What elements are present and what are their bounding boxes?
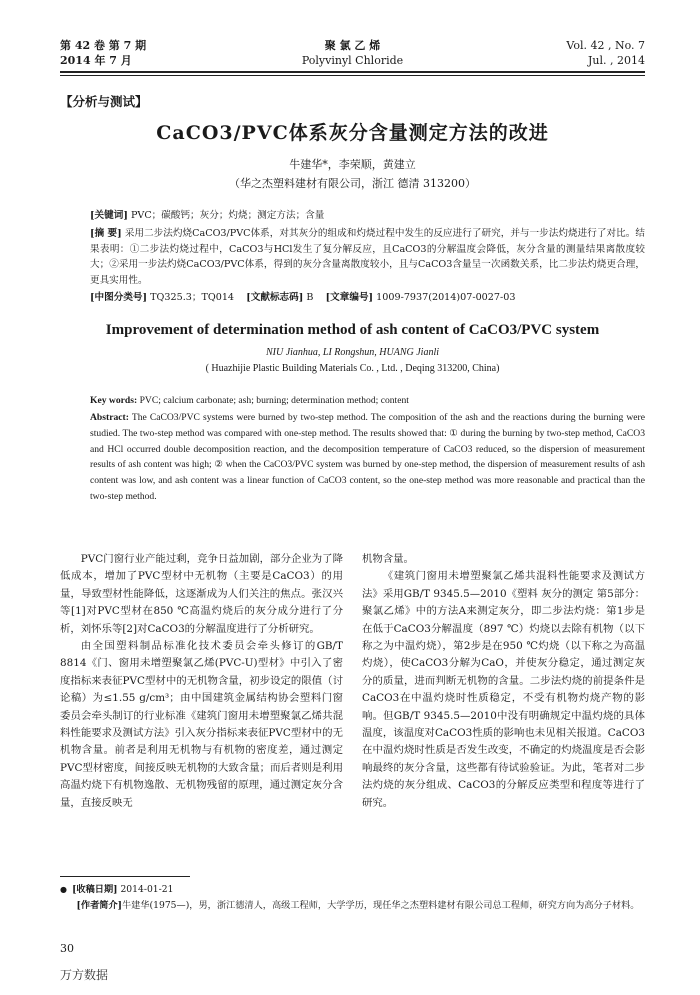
abstract-cn-label: [摘 要]	[90, 228, 122, 239]
classification-cn	[90, 290, 645, 306]
header-rule-thin	[60, 75, 645, 76]
abstract-en-label: Abstract:	[90, 412, 129, 423]
watermark: 万方数据	[60, 968, 109, 982]
article-no-label: [文章编号]	[325, 292, 374, 303]
section-label: 【分析与测试】	[60, 94, 148, 109]
body-column-left	[60, 551, 343, 812]
article-no-value: 1009-7937(2014)07-0027-03	[376, 292, 516, 303]
body-paragraph: 由全国塑料制品标准化技术委员会牵头修订的GB/T 8814《门、窗用未增塑聚氯乙烯(PVC-U)型材》中引入了密度指标来表征PVC型材中的无机物含量，初步设定的限值（讨论稿）为≤1.55 g/cm³；由中国建筑金属结构协会塑料门窗委员会牵头制订的行业标准《建筑门窗用未增塑聚氯乙烯共混料性能要求及测试方法》引入灰分指标来表征PVC型材中的无机物含量。前者是利用无机物与有机物的密度差，通过测定PVC型材密度，间接反映无机物的大致含量；而后者则是利用高温灼烧下有机物逸散、无机物残留的原理，通过测定灰分含量，直接反映无	[60, 640, 343, 809]
body-paragraph: PVC门窗行业产能过剩，竞争日益加剧，部分企业为了降低成本，增加了PVC型材中无机物（主要是CaCO3）的用量，导致型材性能降低，这逐渐成为人们关注的焦点。张汉兴等[1]对PVC型材在850 ℃高温灼烧后的灰分成分进行了分析，刘怀乐等[2]对CaCO3的分解温度进行了分析研究。	[60, 553, 343, 635]
keywords-en-text: PVC; calcium carbonate; ash; burning; determination method; content	[139, 395, 409, 406]
abstract-en-text: The CaCO3/PVC systems were burned by two-step method. The composition of the ash and the reactions during the burning were studied. The two-step method was compared with one-step method. The results showed that: ① during the burning by two-step method, CaCO3 and HCl occurred double decomposition reaction, and the decomposition temperature of CaCO3 reduced, so the dispersion of measurement results of ash content was high; ② when the CaCO3/PVC system was burned by one-step method, the dispersion of measurement results of ash content was low, and ash content was a linear function of CaCO3 content, so the one-step method was more reasonable and practical than the two-step method.	[90, 412, 645, 502]
affiliation-en: ( Huazhijie Plastic Building Materials Co. , Ltd. , Deqing 313200, China)	[205, 363, 500, 374]
doc-code-label: [文献标志码]	[246, 292, 304, 303]
article-title-en: Improvement of determination method of ash content of CaCO3/PVC system	[105, 322, 600, 338]
abstract-cn-text: 采用二步法灼烧CaCO3/PVC体系，对其灰分的组成和灼烧过程中发生的反应进行了研究，并与一步法灼烧进行了对比。结果表明：①二步法灼烧过程中，CaCO3与HCl发生了复分解反应，且CaCO3的分解温度会降低，灰分含量的测量结果离散度较大；②采用一步法灼烧CaCO3/PVC体系，得到的灰分含量离散度较小，且与CaCO3含量呈一次函数关系，比二步法灼烧更合理，更具实用性。	[90, 228, 645, 286]
body-paragraph: 《建筑门窗用未增塑聚氯乙烯共混料性能要求及测试方法》采用GB/T 9345.5—2010《塑料 灰分的测定 第5部分：聚氯乙烯》中的方法A来测定灰分，即二步法灼烧：第1步是在低于CaCO3分解温度（897 ℃）灼烧以去除有机物（以下称之为中温灼烧），第2步是在950 ℃灼烧（以下称之为高温灼烧），使CaCO3分解为CaO，并使灰分稳定，通过测定灰分的质量，进而判断无机物的含量。二步法灼烧的前提条件是CaCO3在中温灼烧时性质稳定，不受有机物灼烧产物的影响。但GB/T 9345.5—2010中没有明确规定中温灼烧的具体温度，该温度对CaCO3性质的影响也未见相关报道。CaCO3在中温灼烧时性质是否发生改变，不确定的灼烧温度是否会影响最终的灰分含量，这些都有待试验验证。为此，笔者对二步法灼烧的灰分组成、CaCO3的分解反应类型和程度等进行了研究。	[362, 570, 645, 809]
keywords-cn-label: [关键词]	[90, 210, 128, 221]
clc-label: [中图分类号]	[90, 292, 148, 303]
page-number: 30	[60, 942, 74, 955]
author-bio-text: 牛建华(1975—)，男，浙江德清人，高级工程师，大学学历，现任华之杰塑料建材有限公司总工程师，研究方向为高分子材料。	[122, 900, 640, 911]
keywords-en-label: Key words:	[90, 395, 138, 406]
authors-cn: 牛建华*，李荣顺，黄建立	[289, 158, 416, 171]
doc-code-value: B	[306, 292, 314, 303]
keywords-cn-text: PVC；碳酸钙；灰分；灼烧；测定方法；含量	[130, 210, 325, 221]
abstract-cn	[90, 226, 645, 288]
keywords-en	[90, 393, 645, 409]
header-rule	[60, 71, 645, 73]
body-column-right	[362, 551, 645, 812]
body-paragraph: 机物含量。	[362, 553, 414, 565]
journal-volume-issue: 第 42 卷 第 7 期 2014 年 7 月	[60, 39, 147, 67]
author-bio-label: [作者简介]	[76, 900, 122, 911]
journal-name: 聚 氯 乙 烯 Polyvinyl Chloride	[301, 39, 404, 67]
footnote	[60, 882, 645, 914]
abstract-en	[90, 410, 645, 505]
journal-vol-date-en: Vol. 42 , No. 7 Jul. , 2014	[566, 39, 645, 67]
footnote-rule	[60, 876, 190, 877]
received-date: ● [收稿日期] 2014-01-21	[60, 884, 174, 895]
received-label: [收稿日期]	[72, 884, 118, 895]
author-bio	[60, 898, 645, 914]
received-value: 2014-01-21	[120, 884, 174, 895]
keywords-cn	[90, 208, 645, 224]
authors-en: NIU Jianhua, LI Rongshun, HUANG Jianli	[265, 347, 440, 358]
article-title-cn: CaCO3/PVC体系灰分含量测定方法的改进	[156, 122, 549, 144]
affiliation-cn: （华之杰塑料建材有限公司，浙江 德清 313200）	[229, 177, 476, 190]
clc-value: TQ325.3；TQ014	[150, 292, 235, 303]
